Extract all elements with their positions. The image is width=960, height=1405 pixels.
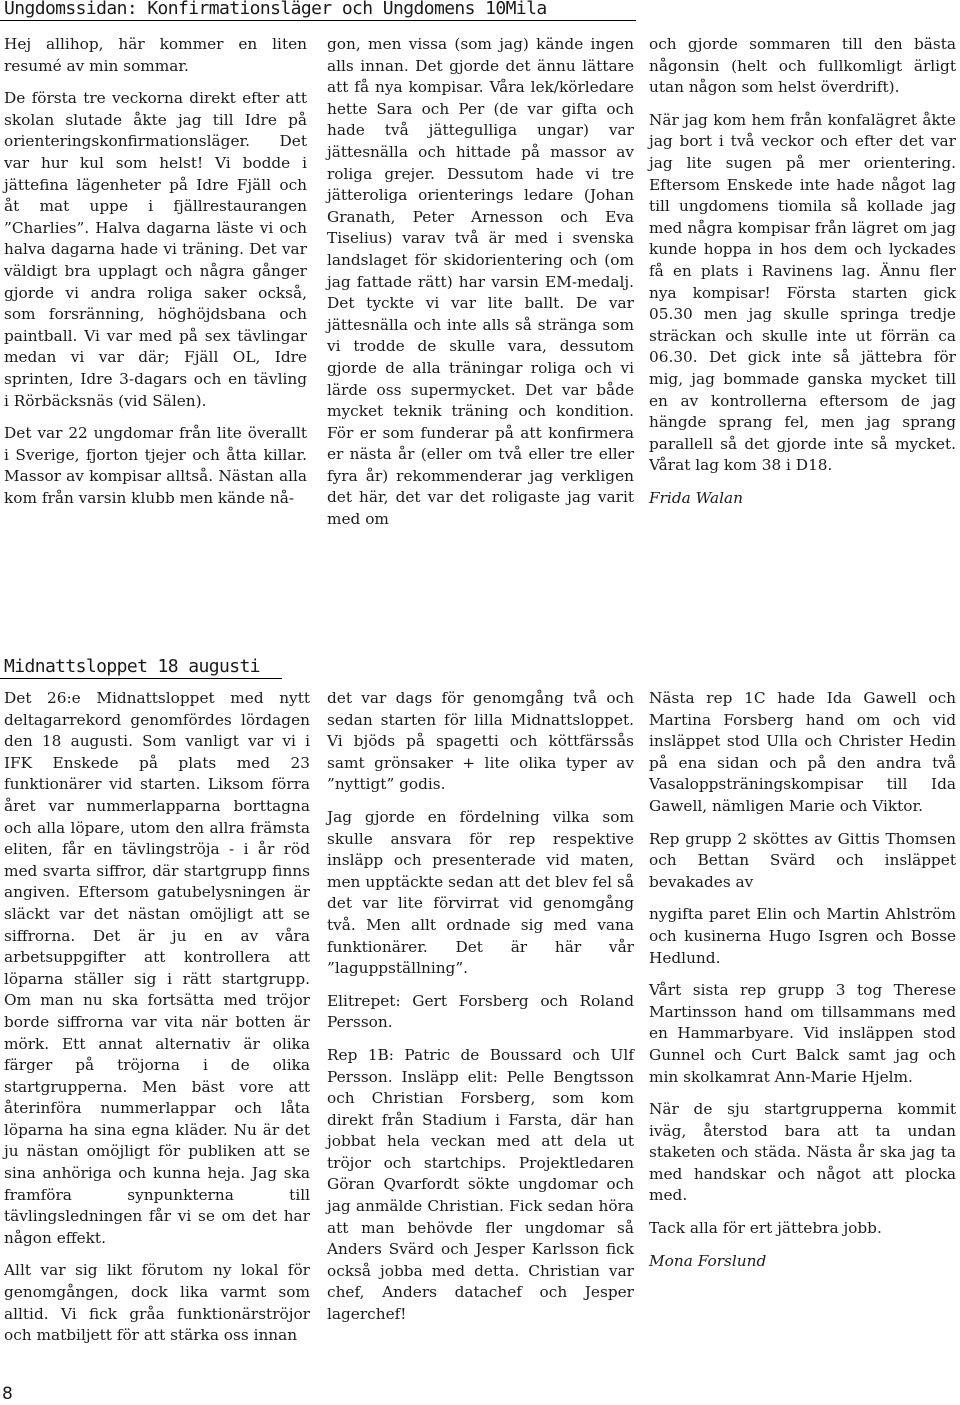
paragraph: Rep 1B: Patric de Boussard och Ulf Persson. Insläpp elit: Pelle Bengtsson och Christian Forsberg, som kom direkt från Stadium i Farsta, där han jobbat hela veckan med att dela ut tröjor och startchips. Projektledaren Göran Qvarfordt sökte ungdomar och jag anmälde Christian. Fick sedan höra att man behövde fler ungdomar så Anders Svärd och Jesper Karlsson fick också jobba med detta. Christian var chef, Anders datachef och Jesper lagerchef! [327,1045,634,1324]
paragraph: och gjorde sommaren till den bästa någonsin (helt och fullkomligt ärligt utan någon som helst överdrift). [649,35,956,97]
paragraph: Det var 22 ungdomar från lite överallt i Sverige, fjorton tjejer och åtta killar. Massor av kompisar alltså. Nästan alla kom från varsin klubb men kände nå- [4,424,307,507]
paragraph: gon, men vissa (som jag) kände ingen alls innan. Det gjorde det ännu lättare att få nya kompisar. Våra lek/körledare hette Sara och Per (de var gifta och hade två jättegulliga ungar) var jättesnälla och hittade på massor av roliga grejer. Dessutom hade vi tre jätteroliga orienterings ledare (Johan Granath, Peter Arnesson och Eva Tiselius) varav två är med i svenska landslaget för skidorientering och (om jag fattade rätt) har varsin EM-medalj. Det tyckte vi var lite ballt. De var jättesnälla och inte alls så stränga som vi trodde de skulle vara, dessutom gjorde de alla träningar roliga och vi lärde oss supermycket. Det var både mycket teknik träning och kondition. För er som funderar på att konfirmera er nästa år (eller om två eller tre eller fyra år) rekommenderar jag verkligen det här, det var det roligaste jag varit med om [327,35,634,529]
paragraph: När de sju startgrupperna kommit iväg, återstod bara att ta undan staketen och städa. Nästa år ska jag ta med handskar och något att plocka med. [649,1100,956,1205]
article1-title: Ungdomssidan: Konfirmationsläger och Ungdomens 10Mila [4,0,547,19]
author-signature: Frida Walan [649,488,743,507]
article1-column-1 [4,34,307,520]
paragraph: Elitrepet: Gert Forsberg och Roland Persson. [327,991,634,1032]
paragraph: De första tre veckorna direkt efter att skolan slutade åkte jag till Idre på orienteringskonfirmationsläger. Det var hur kul som helst! Vi bodde i jättefina lägenheter på Idre Fjäll och åt mat uppe i fjällrestaurangen ”Charlies”. Halva dagarna läste vi och halva dagarna hade vi träning. Det var väldigt bra upplagt och några gånger gjorde vi andra roliga saker också, som forsränning, höghöjdsbana och paintball. Vi var med på sex tävlingar medan vi var där; Fjäll OL, Idre sprinten, Idre 3-dagars och en tävling i Rörbäcksnäs (vid Sälen). [4,89,307,410]
article2-column-3 [649,688,956,1283]
paragraph: nygifta paret Elin och Martin Ahlström och kusinerna Hugo Isgren och Bosse Hedlund. [649,905,956,967]
article2-column-2 [327,688,634,1337]
article1-column-2 [327,34,634,542]
paragraph: Vårt sista rep grupp 3 tog Therese Martinsson hand om tillsammans med en Hammarbyare. Vid insläppen stod Gunnel och Curt Balck samt jag och min skolkamrat Ann-Marie Hjelm. [649,981,956,1086]
paragraph: Hej allihop, här kommer en liten resumé av min sommar. [4,35,307,75]
article2-column-1 [4,688,310,1358]
page-number: 8 [2,1384,13,1404]
paragraph: Rep grupp 2 sköttes av Gittis Thomsen och Bettan Svärd och insläppet bevakades av [649,829,956,891]
author-signature: Mona Forslund [649,1251,767,1270]
paragraph: Jag gjorde en fördelning vilka som skulle ansvara för rep respektive insläpp och presenterade vid maten, men upptäckte sedan att det blev fel så det var lite förvirrat vid genomgång två. Men allt ordnade sig med vana funktionärer. Det är här vår ”laguppställning”. [327,807,634,978]
article1-column-3 [649,34,956,520]
paragraph: När jag kom hem från konfalägret åkte jag bort i två veckor och efter det var jag lite sugen på mer orientering. Eftersom Enskede inte hade något lag till ungdomens tiomila så kollade jag med några kompisar från lägret om jag kunde hoppa in hos dem och lyckades få en plats i Ravinens lag. Ännu fler nya kompisar! Första starten gick 05.30 men jag skulle springa tredje sträckan och skulle inte ut förrän ca 06.30. Det gick inte så jättebra för mig, jag bommade ganska mycket till en av kontrollerna eftersom de jag hängde sprang fel, men jag sprang parallell så det gjorde inte så mycket. Vårat lag kom 38 i D18. [649,110,956,475]
paragraph: det var dags för genomgång två och sedan starten för lilla Midnattsloppet. Vi bjöds på spagetti och köttfärssås samt grönsaker + lite olika typer av ”nyttigt” godis. [327,689,634,794]
paragraph: Allt var sig likt förutom ny lokal för genomgången, dock lika varmt som alltid. Vi fick gråa funktionärströjor och matbiljett för att stärka oss innan [4,1261,310,1345]
paragraph: Nästa rep 1C hade Ida Gawell och Martina Forsberg hand om och vid insläppet stod Ulla och Christer Hedin på ena sidan och på den andra två Vasaloppsträningskompisar till Ida Gawell, nämligen Marie och Viktor. [649,689,956,815]
article2-title-rule [0,678,282,679]
paragraph: Tack alla för ert jättebra jobb. [649,1219,882,1238]
article1-title-rule [0,20,636,21]
article2-title: Midnattsloppet 18 augusti [4,656,260,677]
paragraph: Det 26:e Midnattsloppet med nytt deltagarrekord genomfördes lördagen den 18 augusti. Som vanligt var vi i IFK Enskede på plats med 23 funktionärer vid starten. Liksom förra året var nummerlapparna borttagna och alla löpare, utom den allra främsta eliten, får en tävlingströja - i år röd med svarta siffror, där startgrupp finns angiven. Eftersom gatubelysningen är släckt var det nästan omöjligt att se siffrorna. Det är ju en av våra arbetsuppgifter att kontrollera att löparna ställer sig i rätt startgrupp. Om man nu ska fortsätta med tröjor borde siffrorna var vita när botten är mörk. Ett annat alternativ är olika färger på tröjorna i de olika startgrupperna. Men bäst vore att återinföra nummerlappar och låta löparna ha sina egna kläder. Nu är det ju nästan omöjligt för publiken att se sina anhöriga och kunna heja. Jag ska framföra synpunkterna till tävlingsledningen får vi se om det har någon effekt. [4,689,310,1247]
